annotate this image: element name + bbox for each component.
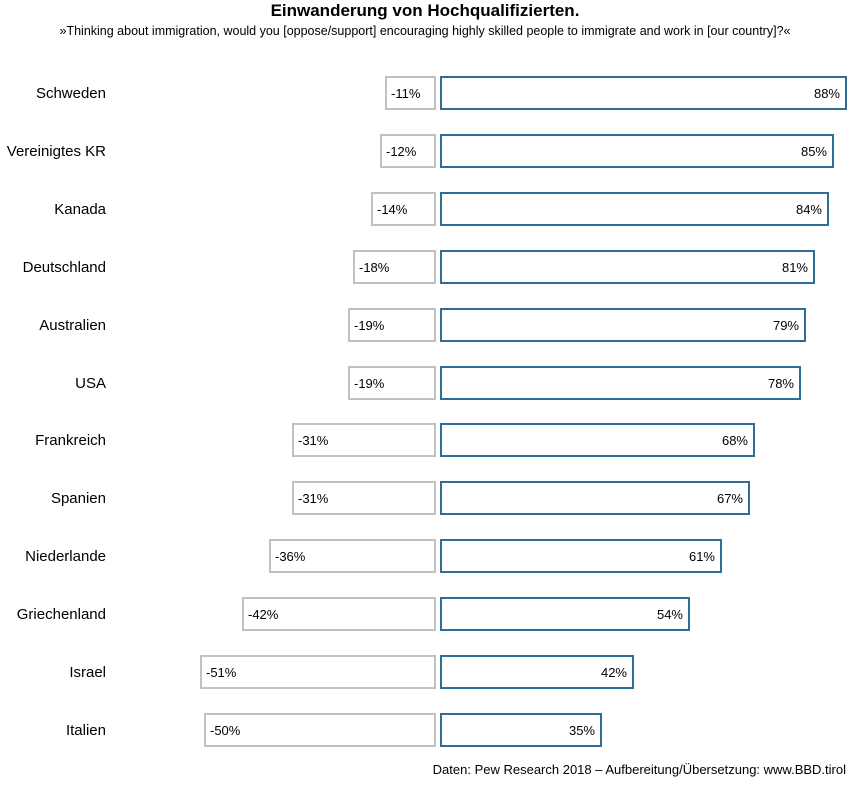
country-label: USA xyxy=(75,374,106,392)
support-bar xyxy=(440,76,847,110)
country-label: Frankreich xyxy=(35,431,106,449)
chart-subtitle: »Thinking about immigration, would you [oppose/support] encouraging highly skilled people to immigrate and work in [our country]?« xyxy=(59,24,791,38)
oppose-value-label: -19% xyxy=(354,317,385,333)
oppose-value-label: -42% xyxy=(248,606,279,622)
oppose-bar xyxy=(292,423,436,457)
support-bar xyxy=(440,597,690,631)
support-value-label: 81% xyxy=(781,259,808,275)
support-bar xyxy=(440,134,834,168)
support-bar xyxy=(440,366,801,400)
support-bar xyxy=(440,713,602,747)
oppose-bar xyxy=(200,655,436,689)
oppose-value-label: -36% xyxy=(275,548,306,564)
oppose-value-label: -50% xyxy=(210,722,241,738)
country-label: Italien xyxy=(65,721,106,739)
oppose-bar xyxy=(353,250,436,284)
support-value-label: 79% xyxy=(772,317,799,333)
country-label: Australien xyxy=(39,316,106,334)
support-bar xyxy=(440,250,815,284)
country-label: Deutschland xyxy=(22,258,106,276)
oppose-bar xyxy=(348,308,436,342)
country-label: Schweden xyxy=(35,84,106,102)
oppose-value-label: -18% xyxy=(359,259,390,275)
support-value-label: 61% xyxy=(688,548,715,564)
support-value-label: 68% xyxy=(721,432,748,448)
source-attribution: Daten: Pew Research 2018 – Aufbereitung/Übersetzung: www.BBD.tirol xyxy=(432,762,846,777)
country-label: Israel xyxy=(69,663,106,681)
oppose-value-label: -31% xyxy=(298,490,329,506)
oppose-bar xyxy=(242,597,436,631)
support-value-label: 35% xyxy=(568,722,595,738)
support-bar xyxy=(440,192,829,226)
oppose-bar xyxy=(348,366,436,400)
support-value-label: 88% xyxy=(813,85,840,101)
support-bar xyxy=(440,308,806,342)
oppose-bar xyxy=(269,539,436,573)
country-label: Kanada xyxy=(54,200,106,218)
oppose-bar xyxy=(385,76,436,110)
support-value-label: 84% xyxy=(795,201,822,217)
country-label: Vereinigtes KR xyxy=(6,142,106,160)
country-label: Spanien xyxy=(50,489,106,507)
oppose-value-label: -51% xyxy=(206,664,237,680)
oppose-bar xyxy=(371,192,436,226)
oppose-bar xyxy=(380,134,436,168)
support-bar xyxy=(440,655,634,689)
country-label: Griechenland xyxy=(16,605,106,623)
support-value-label: 67% xyxy=(716,490,743,506)
support-bar xyxy=(440,481,750,515)
country-label: Niederlande xyxy=(25,547,106,565)
support-value-label: 42% xyxy=(600,664,627,680)
oppose-bar xyxy=(292,481,436,515)
oppose-value-label: -14% xyxy=(377,201,408,217)
oppose-value-label: -12% xyxy=(386,143,417,159)
chart-title: Einwanderung von Hochqualifizierten. xyxy=(270,1,580,20)
support-value-label: 85% xyxy=(800,143,827,159)
support-bar xyxy=(440,539,722,573)
support-value-label: 54% xyxy=(656,606,683,622)
oppose-value-label: -11% xyxy=(391,85,421,101)
support-value-label: 78% xyxy=(767,375,794,391)
oppose-value-label: -31% xyxy=(298,432,329,448)
support-bar xyxy=(440,423,755,457)
oppose-bar xyxy=(204,713,436,747)
oppose-value-label: -19% xyxy=(354,375,385,391)
